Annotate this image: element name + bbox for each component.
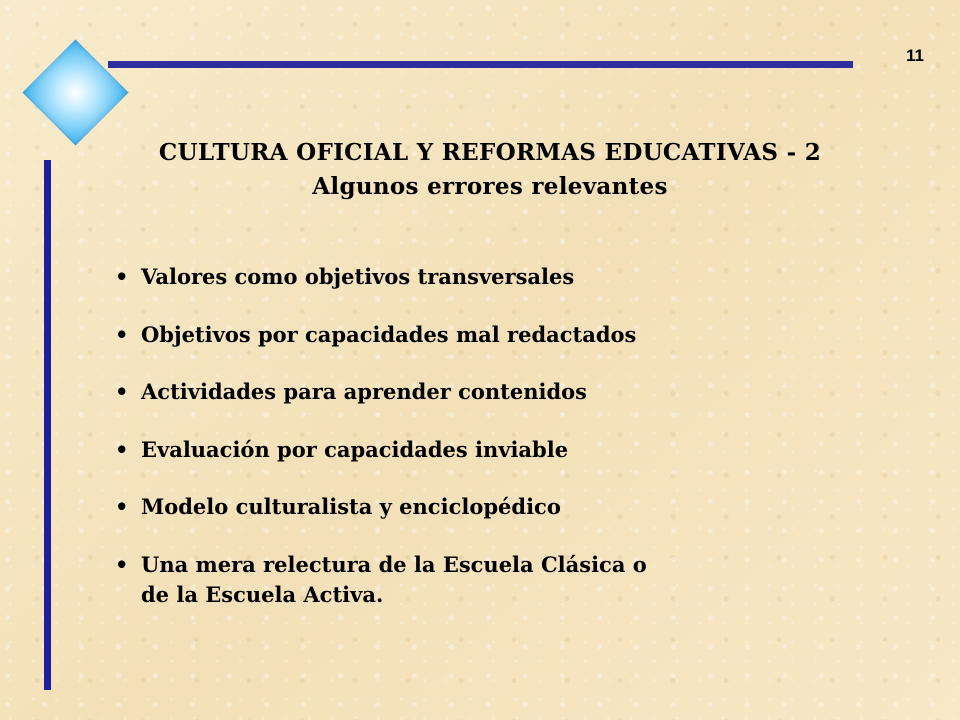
- bullet-text: Una mera relectura de la Escuela Clásica o: [141, 551, 647, 577]
- bullet-text: Valores como objetivos transversales: [141, 264, 575, 289]
- slide-title: [80, 136, 900, 204]
- title-line-1: CULTURA OFICIAL Y REFORMAS EDUCATIVAS - 2: [158, 139, 822, 166]
- bullet-text: Objetivos por capacidades mal redactados: [141, 321, 637, 347]
- bullet-icon: •: [115, 379, 129, 404]
- list-item: [115, 435, 915, 465]
- list-item: [115, 377, 915, 407]
- bullet-icon: •: [115, 264, 129, 289]
- bullet-text: Modelo culturalista y enciclopédico: [141, 494, 561, 519]
- bullet-icon: •: [115, 494, 129, 519]
- bullet-list: [115, 262, 915, 637]
- bullet-text: Actividades para aprender contenidos: [141, 379, 587, 404]
- list-item: [115, 492, 915, 522]
- diamond-ornament: [22, 39, 128, 145]
- bullet-icon: •: [115, 551, 129, 577]
- list-item: [115, 320, 915, 350]
- list-item: [115, 550, 915, 610]
- left-rule: [44, 160, 51, 690]
- title-line-2: Algunos errores relevantes: [312, 173, 668, 200]
- bullet-icon: •: [115, 436, 129, 462]
- list-item: [115, 262, 915, 292]
- page-number: 11: [906, 46, 924, 65]
- bullet-text-continuation: de la Escuela Activa.: [141, 581, 384, 607]
- top-rule: [108, 61, 853, 68]
- bullet-text: Evaluación por capacidades inviable: [141, 436, 569, 462]
- bullet-icon: •: [115, 321, 129, 347]
